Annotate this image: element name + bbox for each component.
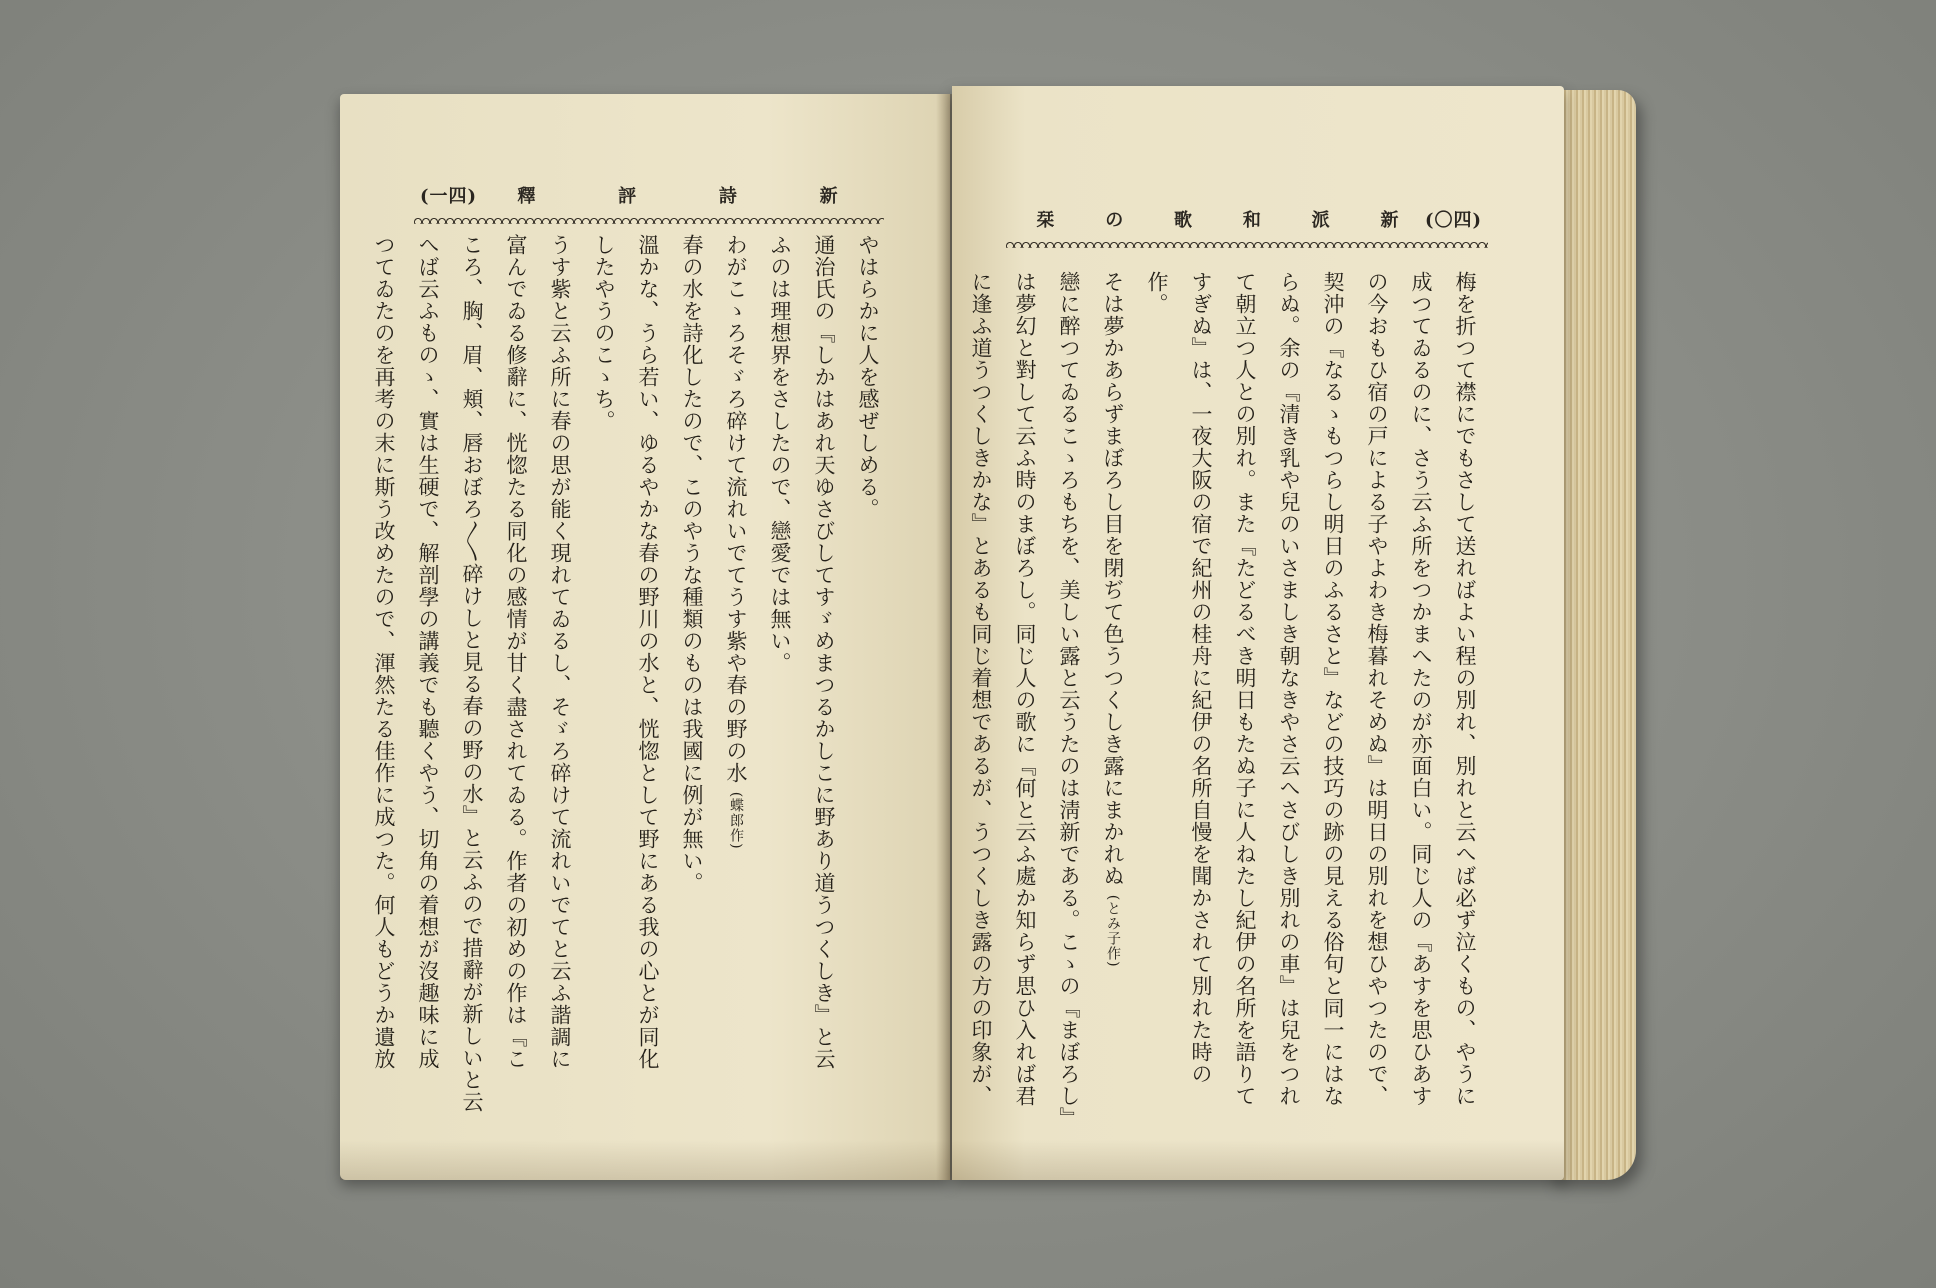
text-line: したやうのこゝち。 — [592, 234, 616, 432]
open-book — [330, 80, 1630, 1210]
text-line: 通治氏の『しかはあれ天ゆさびしてすゞめまつるかしこに野あり道うつくしき』と云 — [812, 234, 836, 1070]
left-page-header — [420, 180, 880, 210]
poem-text: そは夢かあらずまぼろし目を閉ぢて色うつくしき露にまかれぬ — [1101, 271, 1125, 887]
page-shadow — [952, 1140, 1564, 1180]
text-line: ころ、胸、眉、頬、唇おぼろ〳〵碎けしと見る春の野の水』と云ふので措辭が新しいと云 — [460, 234, 484, 1113]
right-page-text — [969, 271, 1487, 1151]
right-running-title — [1012, 206, 1425, 232]
text-line: 溫かな、うら若い、ゆるやかな春の野川の水と、恍惚として野にある我の心とが同化 — [636, 234, 660, 1070]
text-line: の今おもひ宿の戸による子やよわき梅暮れそめぬ』は明日の別れを想ひやつたので、 — [1365, 271, 1389, 1107]
poem-line — [714, 234, 758, 1124]
right-page-number: (〇四) — [1424, 210, 1482, 231]
text-line: やはらかに人を感ぜしめる。 — [856, 234, 880, 520]
wavy-rule — [414, 216, 884, 224]
running-title-char: 評 — [618, 186, 639, 207]
text-line: うす紫と云ふ所に春の思が能く現れてゐるし、そゞろ碎けて流れいでてと云ふ諧調に — [548, 234, 572, 1070]
running-title-char: 和 — [1242, 210, 1263, 231]
poem-text: わがこゝろそゞろ碎けて流れいでてうす紫や春の野の水 — [724, 234, 748, 784]
text-line: 梅を折つて襟にでもさして送ればよい程の別れ、別れと云へば必ず泣くもの、やうに — [1453, 271, 1477, 1107]
running-title-char: 栞 — [1036, 210, 1057, 231]
text-line: は夢幻と對して云ふ時のまぼろし。同じ人の歌に『何と云ふ處か知らず思ひ入れば君 — [1013, 271, 1037, 1107]
running-title-char: の — [1105, 210, 1126, 231]
text-line: て朝立つ人との別れ。また『たどるべき明日もたぬ子に人ねたし紀伊の名所を語りて — [1233, 271, 1257, 1107]
text-line: 春の水を詩化したので、このやうな種類のものは我國に例が無い。 — [680, 234, 704, 894]
running-title-char: 新 — [1380, 210, 1401, 231]
text-line: 戀に醉つてゐるこゝろもちを、美しい露と云うたのは淸新である。こゝの『まぼろし』 — [1057, 271, 1081, 1129]
text-line: へば云ふものゝ、實は生硬で、解剖學の講義でも聽くやう、切角の着想が沒趣味に成 — [416, 234, 440, 1070]
left-running-title — [477, 182, 880, 208]
running-title-char: 詩 — [718, 186, 739, 207]
running-title-char: 歌 — [1174, 210, 1195, 231]
running-title-char: 派 — [1311, 210, 1332, 231]
poem-line — [1091, 271, 1135, 1151]
right-page — [952, 86, 1564, 1180]
text-line: 契沖の『なるゝもつらし明日のふるさと』などの技巧の跡の見える俗句と同一にはな — [1321, 271, 1345, 1107]
author-note: (蝶郎作) — [728, 791, 744, 850]
running-title-char: 釋 — [517, 186, 538, 207]
wavy-rule — [1006, 240, 1488, 248]
text-line: すぎぬ』は、一夜大阪の宿で紀州の桂舟に紀伊の名所自慢を聞かされて別れた時の — [1189, 271, 1213, 1085]
left-page-text — [372, 234, 890, 1124]
text-line: ふのは理想界をさしたので、戀愛では無い。 — [768, 234, 792, 674]
text-line: らぬ。余の『清き乳や兒のいさましき朝なきやさ云へさびしき別れの車』は兒をつれ — [1277, 271, 1301, 1107]
text-line: 作。 — [1145, 271, 1169, 315]
text-line: に逢ふ道うつくしきかな』とあるも同じ着想であるが、うつくしき露の方の印象が、 — [969, 271, 993, 1107]
author-note: (とみ子作) — [1105, 894, 1121, 968]
text-line: 成つてゐるのに、さう云ふ所をつかまへたのが亦面白い。同じ人の『あすを思ひあす — [1409, 271, 1433, 1107]
text-line: つてゐたのを再考の末に斯う改めたので、渾然たる佳作に成つた。何人もどうか遺放 — [372, 234, 396, 1070]
text-line: 富んでゐる修辭に、恍惚たる同化の感情が甘く盡されてゐる。作者の初めの作は『こ — [504, 234, 528, 1070]
running-title-char: 新 — [819, 186, 840, 207]
right-page-header — [1012, 204, 1482, 234]
page-shadow — [340, 1140, 950, 1180]
left-page — [340, 94, 950, 1180]
left-page-number: (一四) — [420, 186, 478, 207]
